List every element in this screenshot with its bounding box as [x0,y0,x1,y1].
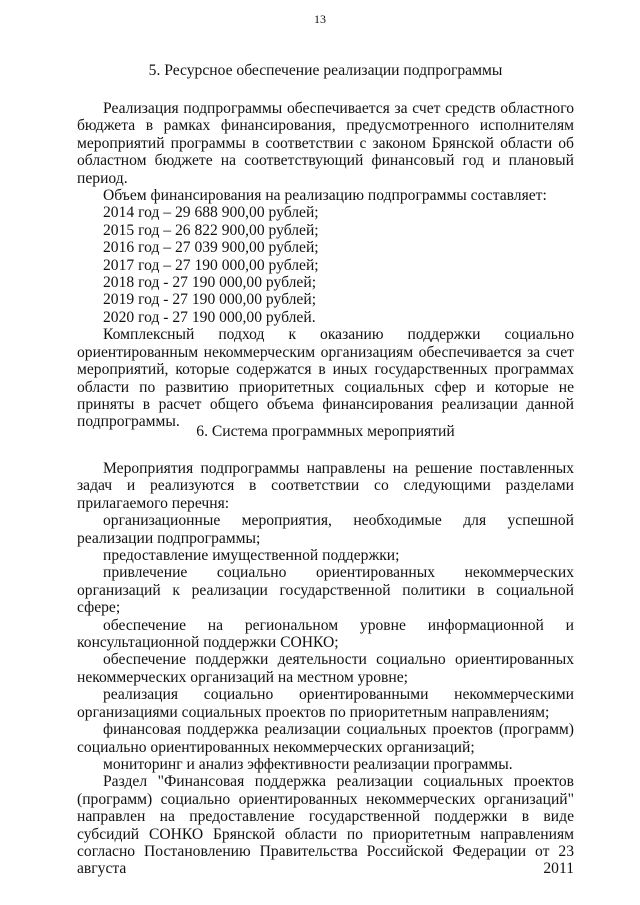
measure-item-information-support: обеспечение на региональном уровне информационной и консультационной поддержки СОНКО; [77,616,574,652]
section-6-heading: 6. Система программных мероприятий [196,423,455,440]
measure-item-involvement: привлечение социально ориентированных некоммерческих организаций к реализации государственной политики в социальной сфере; [77,564,574,617]
financing-volume-intro: Объем финансирования на реализацию подпрограммы составляет: [103,187,547,205]
financing-year-2018: 2018 год - 27 190 000,00 рублей; [103,274,317,292]
section-5-intro-paragraph: Реализация подпрограммы обеспечивается за счет средств областного бюджета в рамках финансирования, предусмотренного исполнителям мероприятий программы в соответствии с законом Брянской области об областном бюджете на соответствующий финансовый год и плановый период. [77,100,574,187]
measure-item-monitoring: мониторинг и анализ эффективности реализации программы. [103,755,513,773]
measure-item-property-support: предоставление имущественной поддержки; [103,547,400,565]
section-5-body [77,100,574,431]
financing-year-2020: 2020 год - 27 190 000,00 рублей. [103,308,316,326]
financing-year-2019: 2019 год - 27 190 000,00 рублей; [103,291,317,309]
financial-support-section-paragraph: Раздел "Финансовая поддержка реализации социальных проектов (программ) социально ориентированных некоммерческих организаций" направлен на предоставление государственной поддержки в виде субсидий СОНКО Брянской области по приоритетным направлениям согласно Постановлению Правительства Российской Федерации от 23 августа 2011 [77,773,574,878]
complex-approach-paragraph: Комплексный подход к оказанию поддержки социально ориентированным некоммерческим организациям обеспечивается за счет мероприятий, которые содержатся в иных государственных программах области по развитию приоритетных социальных сфер и которые не приняты в расчет общего объема финансирования реализации данной подпрограммы. [77,326,574,431]
section-6-body [77,460,574,878]
page-number: 13 [314,12,326,26]
financing-year-2015: 2015 год – 26 822 900,00 рублей; [103,221,319,239]
section-5-heading: 5. Ресурсное обеспечение реализации подпрограммы [148,62,503,79]
measure-item-organizational: организационные мероприятия, необходимые для успешной реализации подпрограммы; [77,512,574,547]
measure-item-social-projects: реализация социально ориентированными некоммерческими организациями социальных проектов по приоритетным направлениям; [77,686,574,721]
section-6-intro-paragraph: Мероприятия подпрограммы направлены на решение поставленных задач и реализуются в соответствии со следующими разделами прилагаемого перечня: [77,460,574,512]
financing-year-2014: 2014 год – 29 688 900,00 рублей; [103,204,319,222]
measure-item-financial-support: финансовая поддержка реализации социальных проектов (программ) социально ориентированных некоммерческих организаций; [77,721,574,756]
financing-year-2017: 2017 год – 27 190 000,00 рублей; [103,256,319,274]
measure-item-local-support: обеспечение поддержки деятельности социально ориентированных некоммерческих организаций на местном уровне; [77,651,574,686]
financing-year-2016: 2016 год – 27 039 900,00 рублей; [103,239,319,257]
